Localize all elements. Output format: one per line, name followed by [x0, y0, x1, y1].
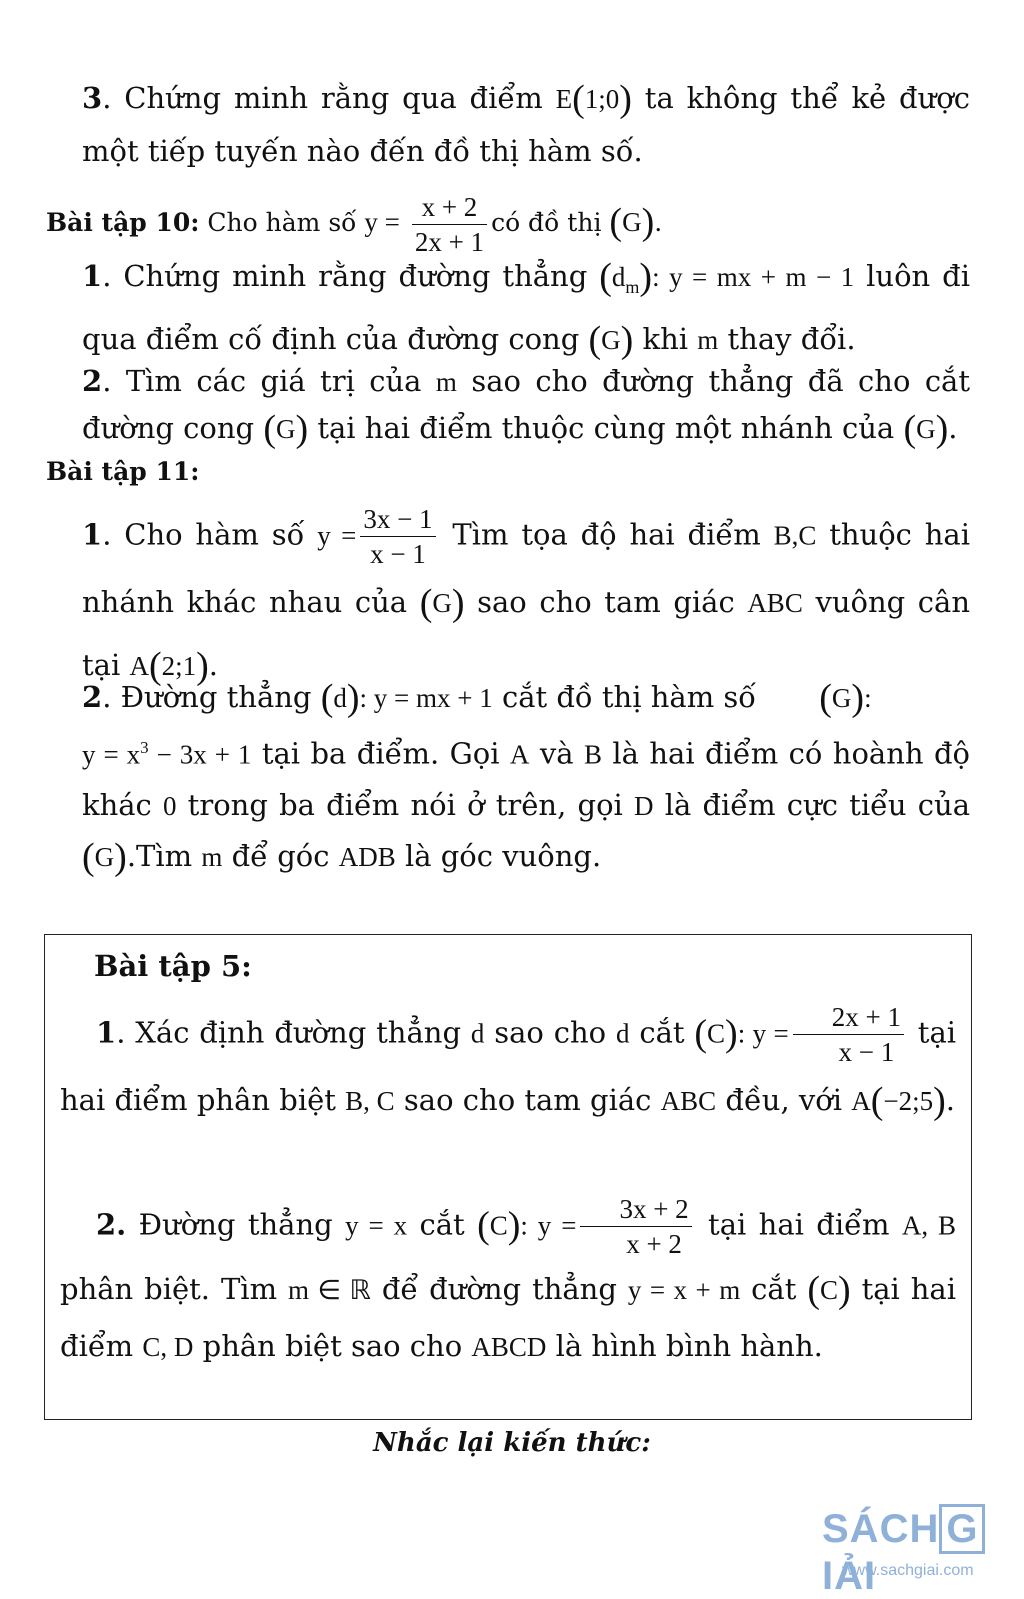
sachgiai-logo: [822, 1496, 1020, 1598]
logo-url: www.sachgiai.com: [842, 1562, 974, 1579]
exercise-5-part-1: 1. Xác định đường thẳng d sao cho d cắt (C): y = $\frac{2x + 1}{x - 1}$ tại hai điểm phân biệt B, C sao cho tam giác ABC đều, với A(−2;5).: [60, 1002, 957, 1122]
fraction: $\frac{x + 2}{2x + 1}$: [412, 190, 487, 259]
exercise-10-part-1: 1. Chứng minh rằng đường thẳng $(d_m)$: y = mx + m − 1 luôn đi qua điểm cố định của đường cong (G) khi m thay đổi.: [82, 256, 971, 361]
logo-wordmark: SÁCH GIẢI: [822, 1504, 1020, 1599]
recall-heading: Nhắc lại kiến thức:: [373, 1428, 651, 1458]
exercise-5-part-2: 2. Đường thẳng y = x cắt (C): y = $\frac{3x + 2}{x + 2}$ tại hai điểm A, B phân biệt. Tìm m ∈ ℝ để đường thẳng y = x + m cắt (C) tại hai điểm C, D phân biệt sao cho ABCD là hình bình hành.: [60, 1194, 956, 1363]
exercise-10-part-2: 2. Tìm các giá trị của m sao cho đường thẳng đã cho cắt đường cong (G) tại hai điểm thuộc cùng một nhánh của (G).: [82, 364, 971, 450]
fraction: $\frac{3x + 2}{x + 2}$: [580, 1192, 691, 1261]
fraction: $\frac{3x - 1}{x - 1}$: [360, 502, 435, 571]
exercise-11-part-2: 2. Đường thẳng (d): y = mx + 1 cắt đồ thị hàm số (G): $y = x^3 - 3x + 1$ tại ba điểm. Gọi A và B là hai điểm có hoành độ khác 0 trong ba điểm nói ở trên, gọi D là điểm cực tiểu của (G).Tìm m để góc ADB là góc vuông.: [82, 677, 971, 878]
problem-3: 3. Chứng minh rằng qua điểm E(1;0) ta không thể kẻ được một tiếp tuyến nào đến đồ thị hàm số.: [82, 78, 970, 168]
exercise-5-header: Bài tập 5:: [94, 949, 252, 983]
exercise-11-header: Bài tập 11:: [46, 457, 200, 486]
exercise-11-part-1: 1. Cho hàm số y = $\frac{3x - 1}{x - 1}$ Tìm tọa độ hai điểm B,C thuộc hai nhánh khác nhau của (G) sao cho tam giác ABC vuông cân tại A(2;1).: [82, 504, 971, 687]
exercise-10-header: Bài tập 10: Cho hàm số y = $\frac{x + 2}{2x + 1}$ có đồ thị (G).: [46, 192, 663, 257]
fraction: $\frac{2x + 1}{x - 1}$: [793, 1000, 904, 1069]
